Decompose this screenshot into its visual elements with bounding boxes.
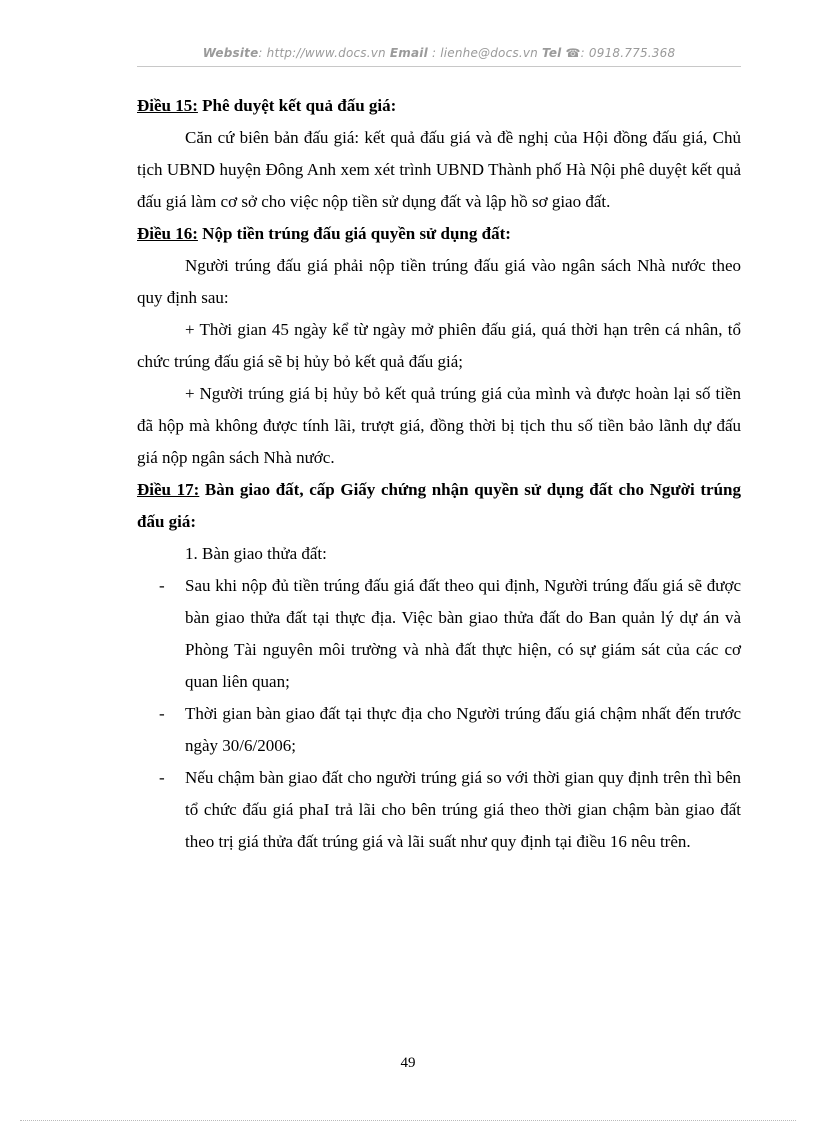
list-item <box>137 698 741 762</box>
list-item-text: Thời gian bàn giao đất tại thực địa cho Người trúng đấu giá chậm nhất đến trước ngày 30/6/2006; <box>185 704 741 755</box>
article-17-heading <box>137 474 741 538</box>
list-item <box>137 570 741 698</box>
bullet-dash: - <box>159 704 165 723</box>
email-label: Email <box>389 46 428 60</box>
article-17-title: Bàn giao đất, cấp Giấy chứng nhận quyền sử dụng đất cho Người trúng đấu giá: <box>137 480 741 531</box>
article-17-label: Điều 17: <box>137 480 200 499</box>
article-15-title: Phê duyệt kết quả đấu giá: <box>197 96 397 115</box>
list-item <box>137 762 741 858</box>
bullet-dash: - <box>159 768 165 787</box>
phone-icon: ☎ <box>565 46 581 60</box>
article-15-paragraph: Căn cứ biên bản đấu giá: kết quả đấu giá và đề nghị của Hội đồng đấu giá, Chủ tịch UBND huyện Đông Anh xem xét trình UBND Thành phố Hà Nội phê duyệt kết quả đấu giá làm cơ sở cho việc nộp tiền sử dụng đất và lập hồ sơ giao đất. <box>137 128 741 211</box>
website-value: : http://www.docs.vn <box>258 46 386 60</box>
header-divider <box>137 66 741 67</box>
footer-divider <box>20 1120 796 1121</box>
tel-label: Tel <box>542 46 562 60</box>
page-number: 49 <box>400 1055 416 1071</box>
article-16-label: Điều 16: <box>137 224 198 243</box>
document-body <box>137 90 741 858</box>
page-header <box>137 46 741 60</box>
tel-value: : 0918.775.368 <box>580 46 676 60</box>
article-16-title: Nộp tiền trúng đấu giá quyền sử dụng đất: <box>197 224 511 243</box>
article-16-heading <box>137 218 741 250</box>
article-15-heading <box>137 90 741 122</box>
article-16-item-2: + Người trúng giá bị hủy bỏ kết quả trúng giá của mình và được hoàn lại số tiền đã hộp mà không được tính lãi, trượt giá, đồng thời bị tịch thu số tiền bảo lãnh dự đấu giá nộp ngân sách Nhà nước. <box>137 384 741 467</box>
email-value: : lienhe@docs.vn <box>431 46 538 60</box>
article-16-paragraph: Người trúng đấu giá phải nộp tiền trúng đấu giá vào ngân sách Nhà nước theo quy định sau: <box>137 256 741 307</box>
bullet-dash: - <box>159 576 165 595</box>
website-label: Website <box>202 46 259 60</box>
article-15-label: Điều 15: <box>137 96 198 115</box>
list-item-text: Nếu chậm bàn giao đất cho người trúng giá so với thời gian quy định trên thì bên tổ chức đấu giá phaI trả lãi cho bên trúng giá theo thời gian chậm bàn giao đất theo trị giá thửa đất trúng giá và lãi suất như quy định tại điều 16 nêu trên. <box>185 768 741 851</box>
article-16-item-1: + Thời gian 45 ngày kể từ ngày mở phiên đấu giá, quá thời hạn trên cá nhân, tổ chức trúng đấu giá sẽ bị hủy bỏ kết quả đấu giá; <box>137 320 741 371</box>
list-item-text: Sau khi nộp đủ tiền trúng đấu giá đất theo qui định, Người trúng đấu giá sẽ được bàn giao thửa đất tại thực địa. Việc bàn giao thửa đất do Ban quản lý dự án và Phòng Tài nguyên môi trường và nhà đất thực hiện, có sự giám sát của các cơ quan liên quan; <box>185 576 741 691</box>
article-17-subheading: 1. Bàn giao thửa đất: <box>185 544 327 563</box>
